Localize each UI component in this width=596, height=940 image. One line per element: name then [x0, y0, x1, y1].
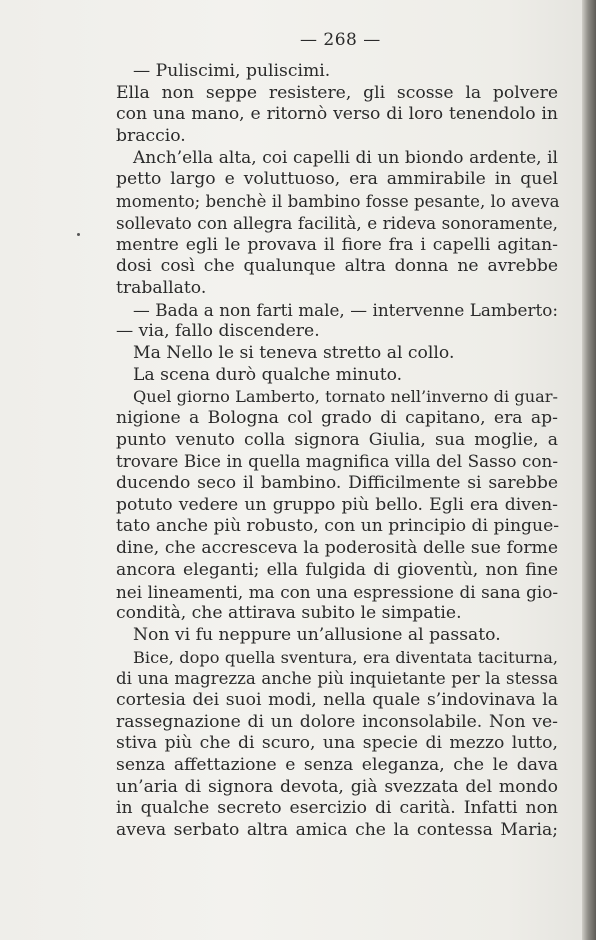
- text-line: braccio.: [116, 126, 186, 147]
- text-line: in qualche secreto esercizio di carità. Infatti non: [116, 798, 558, 819]
- text-line: rassegnazione di un dolore inconsolabile. Non ve-: [116, 711, 558, 732]
- text-line: — Puliscimi, puliscimi.: [133, 61, 331, 81]
- text-line: petto largo e voluttuoso, era ammirabile in quel: [116, 169, 558, 190]
- text-line: tato anche più robusto, con un principio di pingue-: [116, 516, 560, 537]
- body-text: [116, 61, 558, 842]
- text-line: Anch’ella alta, coi capelli di un biondo ardente, il: [133, 147, 558, 168]
- text-line: sollevato con allegra facilità, e rideva sonoramente,: [116, 212, 558, 233]
- text-line: traballato.: [116, 277, 207, 298]
- text-line: condità, che attirava subito le simpatie.: [116, 603, 462, 624]
- text-line: La scena durò qualche minuto.: [133, 364, 403, 385]
- text-line: stiva più che di scuro, una specie di mezzo lutto,: [116, 733, 558, 754]
- text-line: ducendo seco il bambino. Difficilmente si sarebbe: [116, 473, 558, 494]
- text-line: nigione a Bologna col grado di capitano, era ap-: [116, 408, 558, 428]
- text-line: dosi così che qualunque altra donna ne avrebbe: [116, 256, 558, 277]
- text-line: aveva serbato altra amica che la contessa Maria;: [116, 820, 558, 841]
- text-line: cortesia dei suoi modi, nella quale s’indovinava la: [116, 689, 558, 710]
- text-line: — Bada a non farti male, — intervenne Lamberto:: [133, 299, 558, 320]
- text-line: di una magrezza anche più inquietante per la stessa: [116, 669, 558, 689]
- text-line: punto venuto colla signora Giulia, sua moglie, a: [116, 429, 558, 450]
- paper-speck: [77, 233, 80, 236]
- text-line: senza affettazione e senza eleganza, che le dava: [116, 755, 558, 775]
- text-line: momento; benchè il bambino fosse pesante, lo aveva: [116, 192, 560, 212]
- text-line: nei lineamenti, ma con una espressione di sana gio-: [116, 581, 558, 602]
- text-line: Bice, dopo quella sventura, era diventata taciturna,: [133, 647, 558, 667]
- text-line: Ma Nello le si teneva stretto al collo.: [133, 342, 455, 363]
- text-line: potuto vedere un gruppo più bello. Egli era diven-: [116, 494, 558, 515]
- text-line: trovare Bice in quella magnifica villa del Sasso con-: [116, 451, 558, 472]
- text-line: Non vi fu neppure un’allusione al passato.: [133, 624, 501, 645]
- text-line: Quel giorno Lamberto, tornato nell’inverno di guar-: [133, 387, 558, 407]
- text-line: un’aria di signora devota, già svezzata del mondo: [116, 776, 558, 797]
- book-spine-shadow: [582, 0, 596, 940]
- text-line: — via, fallo discendere.: [116, 321, 320, 342]
- page-number: — 268 —: [300, 30, 381, 50]
- text-line: Ella non seppe resistere, gli scosse la polvere: [116, 82, 558, 103]
- text-line: con una mano, e ritornò verso di loro tenendolo in: [116, 104, 558, 125]
- text-line: ancora eleganti; ella fulgida di gioventù, non fine: [116, 559, 558, 580]
- text-line: dine, che accresceva la poderosità delle sue forme: [116, 538, 558, 559]
- text-line: mentre egli le provava il fiore fra i capelli agitan-: [116, 234, 558, 255]
